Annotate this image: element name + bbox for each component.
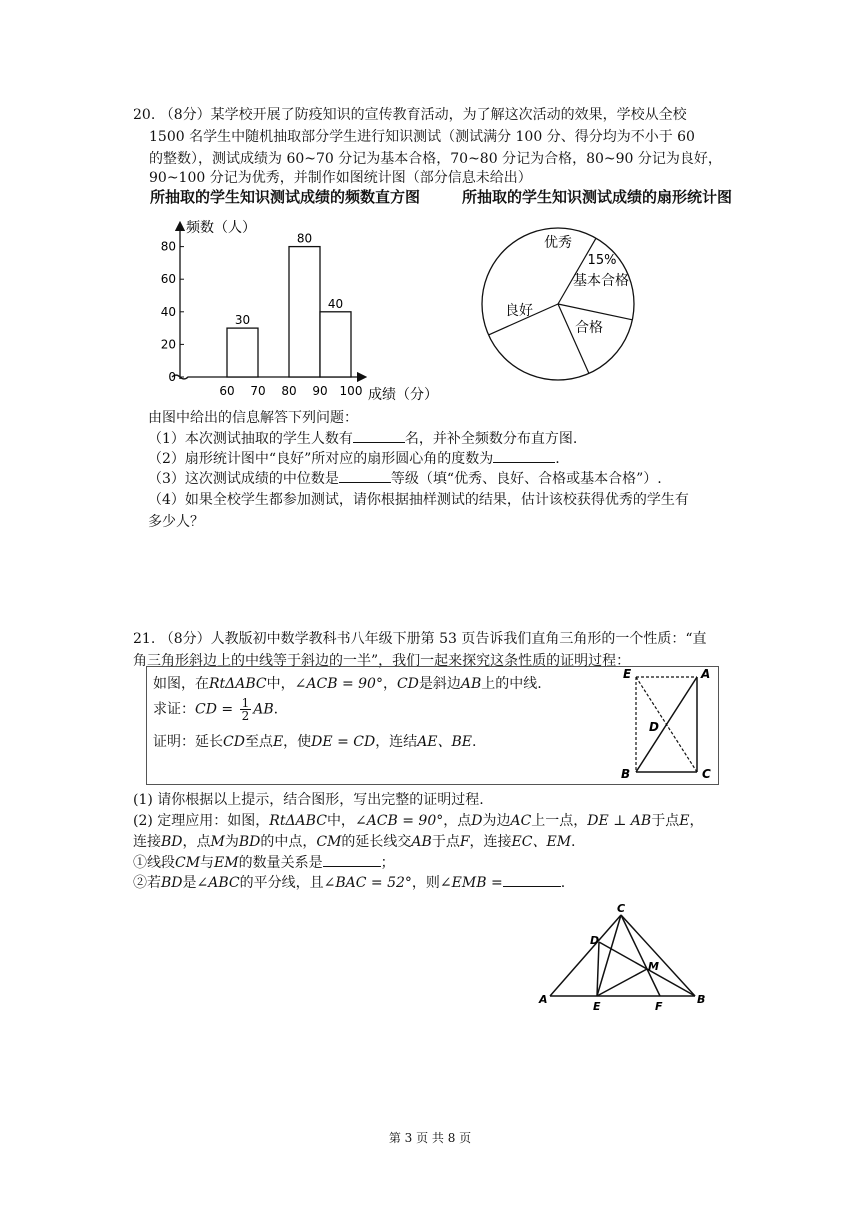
box-prove: 求证：CD = $\frac{1}{2}$ AB. (153, 696, 279, 723)
label-e: E (623, 668, 632, 681)
label-d: D (649, 720, 659, 734)
rectangle-figure (615, 668, 715, 780)
y-tick-label: 60 (160, 272, 176, 287)
label-c: C (702, 767, 711, 780)
x-tick-label: 70 (250, 384, 266, 398)
page-footer: 第 3 页 共 8 页 (388, 1131, 472, 1145)
answer-blank-1[interactable] (353, 430, 405, 443)
answer-blank-4[interactable] (323, 854, 381, 867)
q21-part2: (2) 定理应用：如图，RtΔABC中，∠ACB = 90°，点D为边AC上一点，DE ⊥ AB于点E， (133, 813, 704, 829)
pie-chart (476, 208, 646, 393)
label-c2: C (617, 902, 626, 915)
q20-line-1: 20. （8分）某学校开展了防疫知识的宣传教育活动，为了解这次活动的效果，学校从全校 (133, 107, 687, 123)
answer-blank-2[interactable] (493, 450, 555, 463)
q21-part2-cont: 连接BD，点M为BD的中点，CM的延长线交AB于点F，连接EC、EM. (133, 834, 576, 850)
label-m2: M (648, 960, 659, 973)
histogram-bar (289, 247, 320, 377)
x-tick-label: 90 (312, 384, 328, 398)
pie-slice-label: 合格 (575, 320, 603, 336)
pie-title: 所抽取的学生知识测试成绩的扇形统计图 (462, 188, 733, 206)
one-half-fraction: $\frac{1}{2}$ (241, 696, 250, 723)
triangle-figure (535, 900, 715, 1015)
y-tick-label: 80 (160, 239, 176, 254)
q20-sub4: （4）如果全校学生都参加测试，请你根据抽样测试的结果，估计该校获得优秀的学生有 (148, 492, 689, 508)
label-a2: A (539, 993, 548, 1006)
q21-part2-q1: ①线段CM与EM的数量关系是 ； (133, 855, 395, 871)
answer-blank-3[interactable] (339, 470, 391, 483)
x-tick-label: 100 (339, 384, 363, 398)
q20-line-3: 的整数），测试成绩为 60~70 分记为基本合格，70~80 分记为合格，80~90 分记为良好， (149, 151, 722, 167)
q20-sub2: （2）扇形统计图中“良好”所对应的扇形圆心角的度数为 . (148, 451, 560, 467)
label-d2: D (590, 934, 600, 947)
q21-part1: (1) 请你根据以上提示，结合图形，写出完整的证明过程. (133, 792, 484, 808)
box-proof-hint: 证明：延长CD至点E，使DE = CD，连结AE、BE. (153, 734, 477, 750)
bar-value-label: 30 (234, 313, 251, 328)
label-b: B (621, 767, 631, 780)
q20-sub1: （1）本次测试抽取的学生人数有 名，并补全频数分布直方图. (148, 431, 578, 447)
q21-line-1: 21. （8分）人教版初中数学教科书八年级下册第 53 页告诉我们直角三角形的一个性质：“直 (133, 631, 707, 647)
q21-part2-q2: ②若BD是∠ABC的平分线，且∠BAC = 52°，则∠EMB = . (133, 875, 566, 891)
pie-slice-label: 优秀 (544, 235, 572, 251)
q20-sub4-cont: 多少人？ (148, 514, 204, 530)
label-b2: B (697, 993, 706, 1006)
y-tick-label: 40 (160, 304, 176, 319)
histogram-chart (140, 212, 460, 402)
answer-blank-5[interactable] (503, 874, 561, 887)
y-tick-label: 0 (168, 370, 176, 384)
pie-slice-label: 基本合格 (573, 273, 629, 289)
y-axis-label: 频数（人） (186, 220, 256, 236)
histogram-title: 所抽取的学生知识测试成绩的频数直方图 (150, 188, 421, 206)
q20-line-4: 90~100 分记为优秀，并制作如图统计图（部分信息未给出） (149, 170, 532, 186)
box-given: 如图，在RtΔABC中，∠ACB = 90°，CD是斜边AB上的中线. (153, 676, 542, 692)
histogram-bar (227, 328, 258, 377)
x-axis-label: 成绩（分） (368, 387, 438, 402)
bar-value-label: 80 (296, 231, 313, 246)
bar-value-label: 40 (327, 296, 344, 311)
label-a: A (701, 668, 711, 681)
y-tick-label: 20 (160, 337, 176, 352)
histogram-bar (320, 312, 351, 377)
q20-line-2: 1500 名学生中随机抽取部分学生进行知识测试（测试满分 100 分、得分均为不小于 60 (149, 129, 695, 145)
q20-sub3: （3）这次测试成绩的中位数是 等级（填“优秀、良好、合格或基本合格”）. (148, 471, 662, 487)
pie-slice-label: 良好 (505, 303, 533, 319)
x-tick-label: 60 (219, 384, 235, 398)
x-tick-label: 80 (281, 384, 297, 398)
label-e2: E (593, 1000, 601, 1013)
label-f2: F (655, 1000, 663, 1013)
pie-slice-percent: 15% (587, 253, 617, 268)
q20-intro: 由图中给出的信息解答下列问题： (148, 410, 358, 426)
q21-line-2: 角三角形斜边上的中线等于斜边的一半”，我们一起来探究这条性质的证明过程： (133, 653, 631, 669)
